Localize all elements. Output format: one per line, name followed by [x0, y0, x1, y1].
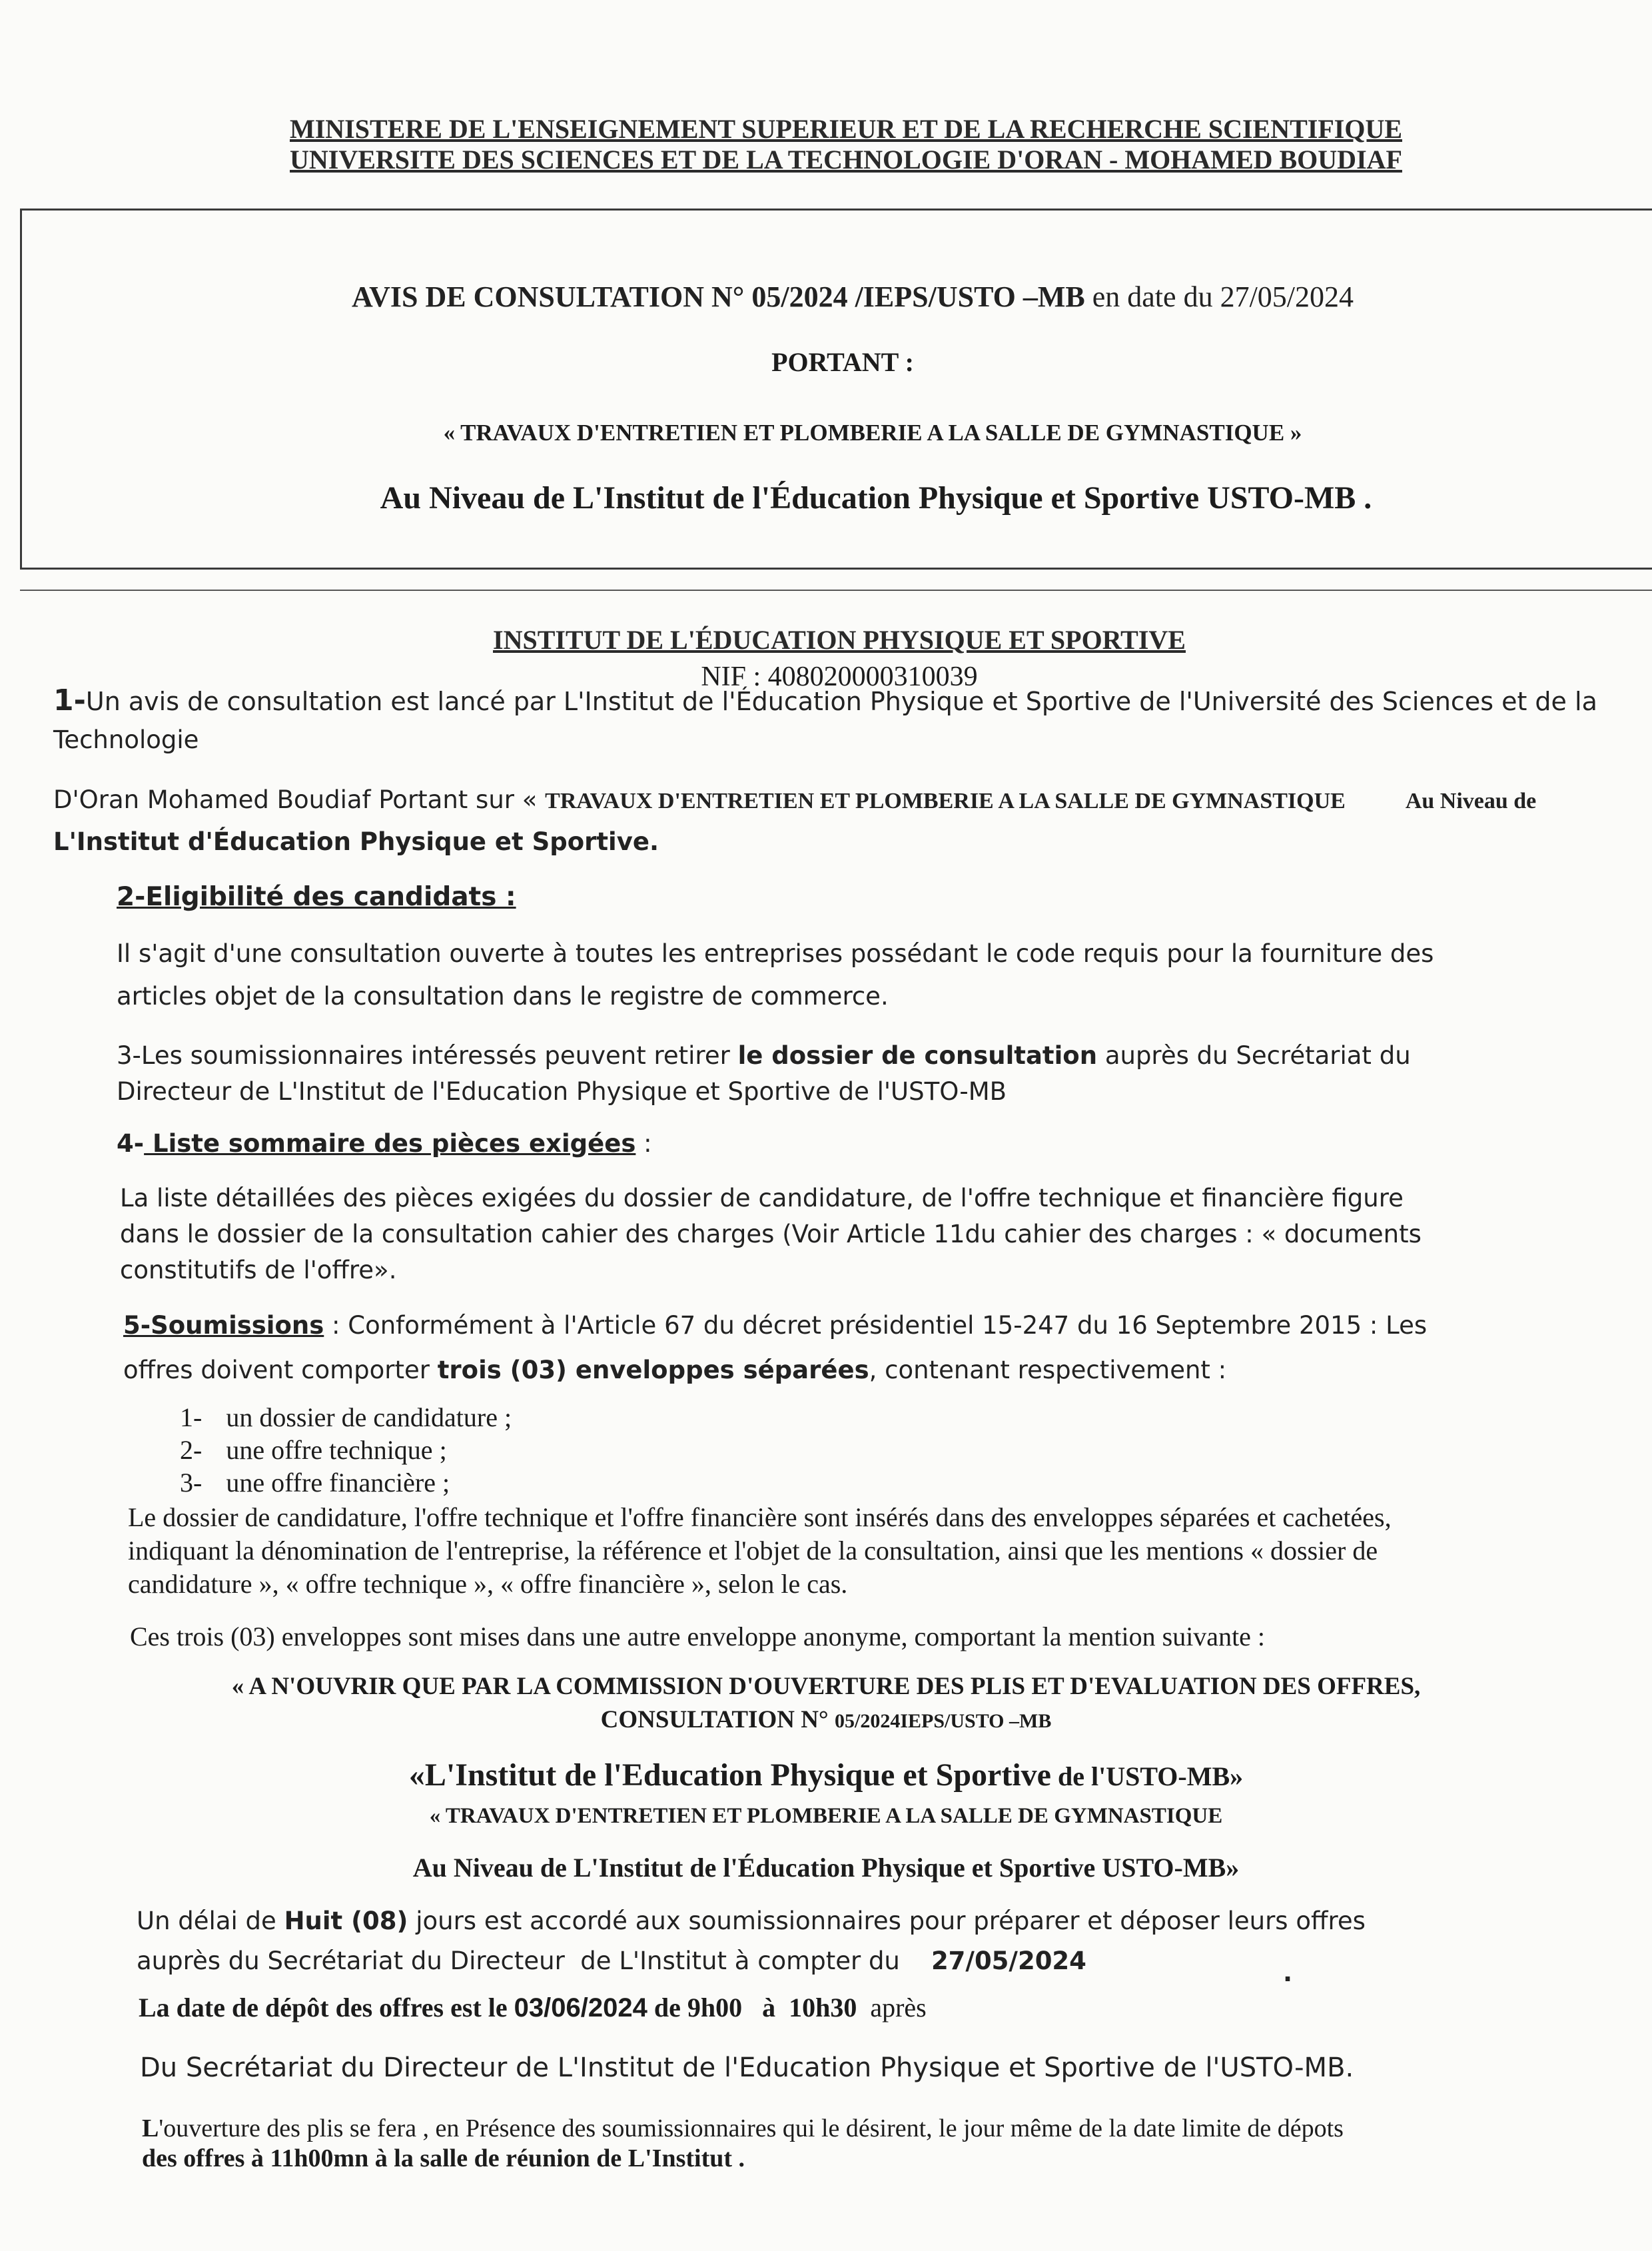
section-5-para2: indiquant la dénomination de l'entreprise, la référence et l'objet de la consultation, ainsi que les mentions « dossier de [128, 1536, 1378, 1566]
section-4-title: 4- Liste sommaire des pièces exigées : [117, 1129, 652, 1158]
list-item: 3- une offre financière ; [180, 1468, 450, 1498]
section-5-para3: candidature », « offre technique », « offre financière », selon le cas. [128, 1569, 848, 1599]
section-1-line3: D'Oran Mohamed Boudiaf Portant sur « TRAVAUX D'ENTRETIEN ET PLOMBERIE A LA SALLE DE GYMNASTIQUE Au Niveau de [53, 785, 1537, 814]
section-1-line4: L'Institut d'Éducation Physique et Sportive. [53, 827, 659, 856]
section-2-line2: articles objet de la consultation dans le registre de commerce. [117, 982, 889, 1011]
section-5-para4: Ces trois (03) enveloppes sont mises dans une autre enveloppe anonyme, comportant la mention suivante : [130, 1621, 1266, 1651]
deadline-line2: auprès du Secrétariat du Directeur de L'Institut à compter du 27/05/2024 [137, 1947, 1086, 1975]
notice-title [0, 280, 1652, 314]
notice-portant: PORTANT : [771, 347, 914, 377]
list-item: 1- un dossier de candidature ; [180, 1402, 512, 1432]
mention-line2: CONSULTATION N° 05/2024IEPS/USTO –MB [600, 1706, 1052, 1733]
deposit-line1: La date de dépôt des offres est le 03/06/2024 de 9h00 à 10h30 après [139, 1993, 927, 2023]
frame-divider [20, 590, 1652, 591]
section-1-line2: Technologie [53, 725, 199, 754]
mention-line5: Au Niveau de L'Institut de l'Éducation Physique et Sportive USTO-MB» [412, 1853, 1240, 1883]
notice-label: AVIS DE CONSULTATION N° [351, 280, 745, 313]
list-item: 2- une offre technique ; [180, 1435, 447, 1465]
section-1-number: 1- [53, 683, 86, 717]
ministry-header: MINISTERE DE L'ENSEIGNEMENT SUPERIEUR ET DE LA RECHERCHE SCIENTIFIQUE [289, 114, 1403, 144]
mention-line4: « TRAVAUX D'ENTRETIEN ET PLOMBERIE A LA SALLE DE GYMNASTIQUE [429, 1804, 1223, 1828]
institute-nif: NIF : 408020000310039 [701, 662, 978, 692]
opening-line1: L'ouverture des plis se fera , en Présence des soumissionnaires qui le désirent, le jour même de la date limite de dépots [142, 2114, 1344, 2142]
section-5-para1: Le dossier de candidature, l'offre technique et l'offre financière sont insérés dans des enveloppes séparées et cachetées, [128, 1502, 1392, 1532]
opening-line2: des offres à 11h00mn à la salle de réunion de L'Institut . [142, 2144, 745, 2172]
university-header: UNIVERSITE DES SCIENCES ET DE LA TECHNOLOGIE D'ORAN - MOHAMED BOUDIAF [290, 145, 1402, 175]
deadline-dot: . [1283, 1959, 1293, 1987]
mention-line1: « A N'OUVRIR QUE PAR LA COMMISSION D'OUVERTURE DES PLIS ET D'EVALUATION DES OFFRES, [231, 1673, 1421, 1700]
section-5-line2: offres doivent comporter trois (03) enveloppes séparées, contenant respectivement : [123, 1356, 1227, 1384]
section-3-line2: Directeur de L'Institut de l'Education Physique et Sportive de l'USTO-MB [117, 1077, 1007, 1106]
section-4-line1: La liste détaillées des pièces exigées du dossier de candidature, de l'offre technique et financière figure [120, 1184, 1404, 1212]
section-4-line3: constitutifs de l'offre». [120, 1256, 397, 1284]
notice-date: en date du 27/05/2024 [1092, 280, 1354, 313]
section-1-line1: 1-Un avis de consultation est lancé par L'Institut de l'Éducation Physique et Sportive de l'Université des Sciences et de la [53, 683, 1597, 717]
notice-object: « TRAVAUX D'ENTRETIEN ET PLOMBERIE A LA SALLE DE GYMNASTIQUE » [443, 420, 1302, 446]
section-5-line1: 5-Soumissions : Conformément à l'Article 67 du décret présidentiel 15-247 du 16 Septembre 2015 : Les [123, 1311, 1428, 1340]
notice-number: 05/2024 /IEPS/USTO –MB [751, 280, 1085, 313]
section-2-title: 2-Eligibilité des candidats : [117, 882, 516, 912]
institute-name: INSTITUT DE L'ÉDUCATION PHYSIQUE ET SPORTIVE [493, 625, 1186, 655]
notice-location: Au Niveau de L'Institut de l'Éducation Physique et Sportive USTO-MB . [380, 480, 1372, 516]
deposit-line2: Du Secrétariat du Directeur de L'Institut de l'Education Physique et Sportive de l'USTO-MB. [140, 2052, 1354, 2083]
section-2-line1: Il s'agit d'une consultation ouverte à toutes les entreprises possédant le code requis pour la fourniture des [117, 939, 1434, 968]
mention-line3: «L'Institut de l'Education Physique et Sportive de l'USTO-MB» [408, 1757, 1244, 1793]
section-3-line1: 3-Les soumissionnaires intéressés peuvent retirer le dossier de consultation auprès du Secrétariat du [117, 1041, 1411, 1070]
deadline-line1: Un délai de Huit (08) jours est accordé aux soumissionnaires pour préparer et déposer leurs offres [137, 1907, 1366, 1935]
section-4-line2: dans le dossier de la consultation cahier des charges (Voir Article 11du cahier des charges : « documents [120, 1220, 1422, 1248]
